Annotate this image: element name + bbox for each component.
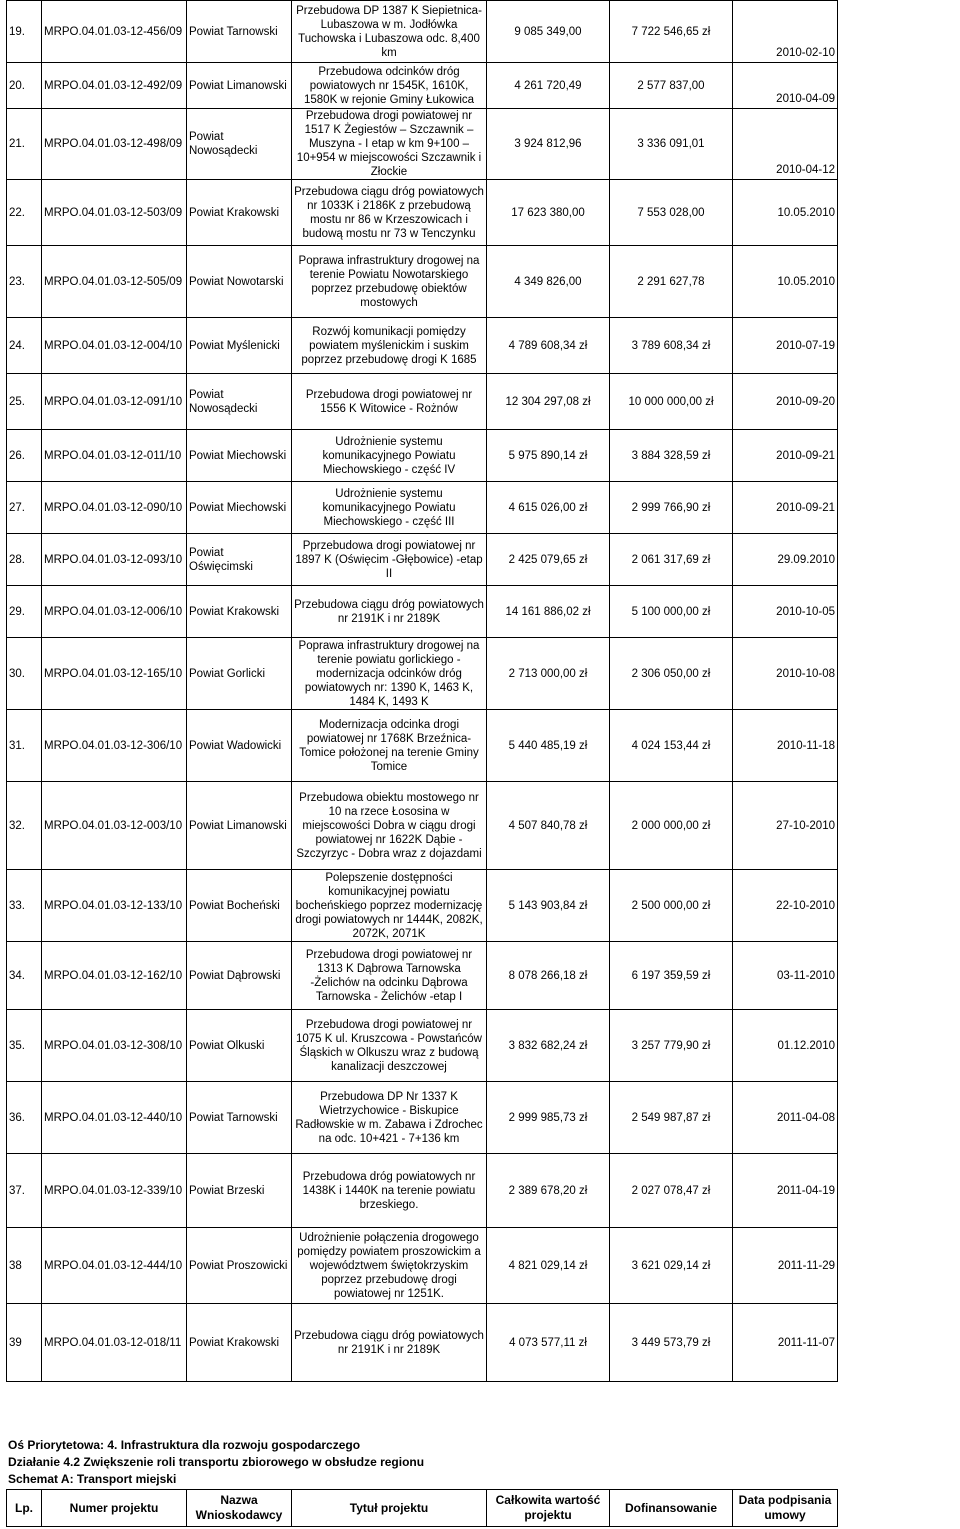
funding-amount: 2 999 766,90 zł: [610, 482, 733, 534]
project-title: Przebudowa drogi powiatowej nr 1313 K Dąbrowa Tarnowska -Żelichów na odcinku Dąbrowa Tarnowska - Żelichów -etap I: [292, 942, 487, 1010]
project-number: MRPO.04.01.03-12-440/10: [42, 1082, 187, 1154]
funding-amount: 5 100 000,00 zł: [610, 586, 733, 638]
row-number: 32.: [7, 782, 42, 870]
total-value: 5 143 903,84 zł: [487, 870, 610, 942]
total-value: 4 789 608,34 zł: [487, 318, 610, 374]
signing-date: 01.12.2010: [733, 1010, 838, 1082]
row-number: 35.: [7, 1010, 42, 1082]
table-row: [7, 63, 838, 109]
project-number: MRPO.04.01.03-12-004/10: [42, 318, 187, 374]
header-project-title: Tytuł projektu: [292, 1490, 487, 1527]
funding-amount: 3 621 029,14 zł: [610, 1228, 733, 1304]
total-value: 3 924 812,96: [487, 109, 610, 180]
table-row: [7, 482, 838, 534]
total-value: 2 389 678,20 zł: [487, 1154, 610, 1228]
applicant-name: Powiat Tarnowski: [187, 1, 292, 63]
project-number: MRPO.04.01.03-12-444/10: [42, 1228, 187, 1304]
project-title: Udrożnienie systemu komunikacyjnego Powiatu Miechowskiego - część IV: [292, 430, 487, 482]
funding-amount: 7 722 546,65 zł: [610, 1, 733, 63]
project-title: Przebudowa drogi powiatowej nr 1517 K Żegiestów – Szczawnik – Muszyna - I etap w km 9+100 – 10+954 w miejscowości Szczawnik i Złockie: [292, 109, 487, 180]
total-value: 5 440 485,19 zł: [487, 710, 610, 782]
row-number: 34.: [7, 942, 42, 1010]
applicant-name: Powiat Tarnowski: [187, 1082, 292, 1154]
row-number: 33.: [7, 870, 42, 942]
applicant-name: Powiat Brzeski: [187, 1154, 292, 1228]
total-value: 2 713 000,00 zł: [487, 638, 610, 710]
signing-date: 2010-09-20: [733, 374, 838, 430]
project-title: Przebudowa ciągu dróg powiatowych nr 2191K i nr 2189K: [292, 586, 487, 638]
signing-date: 2011-11-07: [733, 1304, 838, 1382]
signing-date: 2011-11-29: [733, 1228, 838, 1304]
total-value: 4 261 720,49: [487, 63, 610, 109]
project-title: Przebudowa ciągu dróg powiatowych nr 2191K i nr 2189K: [292, 1304, 487, 1382]
signing-date: 2011-04-19: [733, 1154, 838, 1228]
signing-date: 03-11-2010: [733, 942, 838, 1010]
project-title: Przebudowa odcinków dróg powiatowych nr 1545K, 1610K, 1580K w rejonie Gminy Łukowica: [292, 63, 487, 109]
project-title: Poprawa infrastruktury drogowej na terenie powiatu gorlickiego - modernizacja odcinków dróg powiatowych nr: 1390 K, 1463 K, 1484 K, 1493 K: [292, 638, 487, 710]
signing-date: 2010-09-21: [733, 430, 838, 482]
project-title: Rozwój komunikacji pomiędzy powiatem myślenickim i suskim poprzez przebudowę drogi K 1685: [292, 318, 487, 374]
signing-date: 2010-04-09: [733, 63, 838, 109]
signing-date: 10.05.2010: [733, 246, 838, 318]
priority-axis-heading: Oś Priorytetowa: 4. Infrastruktura dla rozwoju gospodarczego: [8, 1438, 361, 1452]
row-number: 31.: [7, 710, 42, 782]
projects-table: [6, 0, 838, 1382]
project-title: Udrożnienie systemu komunikacyjnego Powiatu Miechowskiego - część III: [292, 482, 487, 534]
project-title: Modernizacja odcinka drogi powiatowej nr 1768K Brzeźnica-Tomice położonej na terenie Gminy Tomice: [292, 710, 487, 782]
row-number: 27.: [7, 482, 42, 534]
applicant-name: Powiat Nowosądecki: [187, 109, 292, 180]
total-value: 4 349 826,00: [487, 246, 610, 318]
signing-date: 10.05.2010: [733, 180, 838, 246]
table-row: [7, 638, 838, 710]
project-number: MRPO.04.01.03-12-006/10: [42, 586, 187, 638]
project-number: MRPO.04.01.03-12-505/09: [42, 246, 187, 318]
header-applicant: Nazwa Wnioskodawcy: [187, 1490, 292, 1527]
applicant-name: Powiat Limanowski: [187, 782, 292, 870]
total-value: 12 304 297,08 zł: [487, 374, 610, 430]
applicant-name: Powiat Limanowski: [187, 63, 292, 109]
header-total-value: Całkowita wartość projektu: [487, 1490, 610, 1527]
applicant-name: Powiat Miechowski: [187, 482, 292, 534]
header-signing-date: Data podpisania umowy: [733, 1490, 838, 1527]
applicant-name: Powiat Myślenicki: [187, 318, 292, 374]
project-number: MRPO.04.01.03-12-133/10: [42, 870, 187, 942]
applicant-name: Powiat Olkuski: [187, 1010, 292, 1082]
project-number: MRPO.04.01.03-12-306/10: [42, 710, 187, 782]
row-number: 19.: [7, 1, 42, 63]
total-value: 5 975 890,14 zł: [487, 430, 610, 482]
signing-date: 2011-04-08: [733, 1082, 838, 1154]
funding-amount: 2 027 078,47 zł: [610, 1154, 733, 1228]
project-title: Przebudowa ciągu dróg powiatowych nr 1033K i 2186K z przebudową mostu nr 86 w Krzeszowicach i budową mostu nr 73 w Tenczynku: [292, 180, 487, 246]
table-row: [7, 109, 838, 180]
funding-amount: 10 000 000,00 zł: [610, 374, 733, 430]
funding-amount: 7 553 028,00: [610, 180, 733, 246]
table-row: [7, 246, 838, 318]
funding-amount: 2 549 987,87 zł: [610, 1082, 733, 1154]
funding-amount: 3 789 608,34 zł: [610, 318, 733, 374]
applicant-name: Powiat Gorlicki: [187, 638, 292, 710]
applicant-name: Powiat Nowosądecki: [187, 374, 292, 430]
project-title: Przebudowa DP 1387 K Siepietnica-Lubaszowa w m. Jodłówka Tuchowska i Lubaszowa odc. 8,400 km: [292, 1, 487, 63]
table-row: [7, 1010, 838, 1082]
table-row: [7, 1082, 838, 1154]
project-number: MRPO.04.01.03-12-011/10: [42, 430, 187, 482]
measure-heading: Działanie 4.2 Zwiększenie roli transportu zbiorowego w obsłudze regionu: [8, 1455, 425, 1469]
row-number: 20.: [7, 63, 42, 109]
project-title: Polepszenie dostępności komunikacyjnej powiatu bocheńskiego poprzez modernizację drogi powiatowych nr 1444K, 2082K, 2072K, 2071K: [292, 870, 487, 942]
applicant-name: Powiat Krakowski: [187, 1304, 292, 1382]
project-number: MRPO.04.01.03-12-492/09: [42, 63, 187, 109]
table-row: [7, 318, 838, 374]
row-number: 21.: [7, 109, 42, 180]
project-title: Przebudowa drogi powiatowej nr 1075 K ul. Kruszcowa - Powstańców Śląskich w Olkuszu wraz z budową kanalizacji deszczowej: [292, 1010, 487, 1082]
applicant-name: Powiat Dąbrowski: [187, 942, 292, 1010]
project-title: Poprawa infrastruktury drogowej na terenie Powiatu Nowotarskiego poprzez przebudowę obiektów mostowych: [292, 246, 487, 318]
total-value: 2 999 985,73 zł: [487, 1082, 610, 1154]
project-title: Pprzebudowa drogi powiatowej nr 1897 K (Oświęcim -Głębowice) -etap II: [292, 534, 487, 586]
row-number: 39: [7, 1304, 42, 1382]
applicant-name: Powiat Krakowski: [187, 180, 292, 246]
applicant-name: Powiat Wadowicki: [187, 710, 292, 782]
header-funding: Dofinansowanie: [610, 1490, 733, 1527]
funding-amount: 2 306 050,00 zł: [610, 638, 733, 710]
funding-amount: 2 291 627,78: [610, 246, 733, 318]
total-value: 3 832 682,24 zł: [487, 1010, 610, 1082]
funding-amount: 2 577 837,00: [610, 63, 733, 109]
signing-date: 27-10-2010: [733, 782, 838, 870]
project-title: Przebudowa obiektu mostowego nr 10 na rzece Łososina w miejscowości Dobra w ciągu drogi powiatowej nr 1622K Dąbie - Szczyrzyc - Dobra wraz z dojazdami: [292, 782, 487, 870]
row-number: 24.: [7, 318, 42, 374]
signing-date: 22-10-2010: [733, 870, 838, 942]
project-title: Przebudowa DP Nr 1337 K Wietrzychowice - Biskupice Radłowskie w m. Zabawa i Zdrochec na odc. 10+421 - 7+136 km: [292, 1082, 487, 1154]
table-row: [7, 534, 838, 586]
table-row: [7, 942, 838, 1010]
total-value: 8 078 266,18 zł: [487, 942, 610, 1010]
row-number: 23.: [7, 246, 42, 318]
row-number: 36.: [7, 1082, 42, 1154]
total-value: 9 085 349,00: [487, 1, 610, 63]
row-number: 25.: [7, 374, 42, 430]
table-row: [7, 1304, 838, 1382]
signing-date: 29.09.2010: [733, 534, 838, 586]
table-row: [7, 870, 838, 942]
project-number: MRPO.04.01.03-12-162/10: [42, 942, 187, 1010]
total-value: 14 161 886,02 zł: [487, 586, 610, 638]
project-number: MRPO.04.01.03-12-093/10: [42, 534, 187, 586]
signing-date: 2010-11-18: [733, 710, 838, 782]
column-header-table: [6, 1489, 838, 1527]
project-number: MRPO.04.01.03-12-456/09: [42, 1, 187, 63]
project-number: MRPO.04.01.03-12-308/10: [42, 1010, 187, 1082]
applicant-name: Powiat Proszowicki: [187, 1228, 292, 1304]
project-number: MRPO.04.01.03-12-165/10: [42, 638, 187, 710]
row-number: 29.: [7, 586, 42, 638]
table-row: [7, 710, 838, 782]
table-row: [7, 374, 838, 430]
table-row: [7, 1, 838, 63]
signing-date: 2010-07-19: [733, 318, 838, 374]
row-number: 22.: [7, 180, 42, 246]
project-number: MRPO.04.01.03-12-498/09: [42, 109, 187, 180]
project-title: Udrożnienie połączenia drogowego pomiędzy powiatem proszowickim a województwem świętokrzyskim poprzez przebudowę drogi powiatowej nr 1251K.: [292, 1228, 487, 1304]
total-value: 4 615 026,00 zł: [487, 482, 610, 534]
signing-date: 2010-04-12: [733, 109, 838, 180]
funding-amount: 4 024 153,44 zł: [610, 710, 733, 782]
table-row: [7, 1228, 838, 1304]
signing-date: 2010-02-10: [733, 1, 838, 63]
total-value: 17 623 380,00: [487, 180, 610, 246]
table-row: [7, 430, 838, 482]
table-row: [7, 782, 838, 870]
funding-amount: 3 449 573,79 zł: [610, 1304, 733, 1382]
project-number: MRPO.04.01.03-12-090/10: [42, 482, 187, 534]
project-number: MRPO.04.01.03-12-018/11: [42, 1304, 187, 1382]
funding-amount: 2 500 000,00 zł: [610, 870, 733, 942]
signing-date: 2010-10-08: [733, 638, 838, 710]
table-row: [7, 586, 838, 638]
funding-amount: 2 000 000,00 zł: [610, 782, 733, 870]
total-value: 4 821 029,14 zł: [487, 1228, 610, 1304]
table-row: [7, 1154, 838, 1228]
row-number: 30.: [7, 638, 42, 710]
header-lp: Lp.: [7, 1490, 42, 1527]
project-number: MRPO.04.01.03-12-003/10: [42, 782, 187, 870]
project-title: Przebudowa drogi powiatowej nr 1556 K Witowice - Rożnów: [292, 374, 487, 430]
row-number: 26.: [7, 430, 42, 482]
scheme-heading: Schemat A: Transport miejski: [8, 1472, 177, 1486]
table-row: [7, 180, 838, 246]
signing-date: 2010-09-21: [733, 482, 838, 534]
applicant-name: Powiat Oświęcimski: [187, 534, 292, 586]
funding-amount: 3 257 779,90 zł: [610, 1010, 733, 1082]
funding-amount: 6 197 359,59 zł: [610, 942, 733, 1010]
signing-date: 2010-10-05: [733, 586, 838, 638]
funding-amount: 3 336 091,01: [610, 109, 733, 180]
row-number: 38: [7, 1228, 42, 1304]
total-value: 2 425 079,65 zł: [487, 534, 610, 586]
header-project-number: Numer projektu: [42, 1490, 187, 1527]
project-number: MRPO.04.01.03-12-503/09: [42, 180, 187, 246]
applicant-name: Powiat Krakowski: [187, 586, 292, 638]
header-row: [7, 1490, 838, 1527]
funding-amount: 2 061 317,69 zł: [610, 534, 733, 586]
row-number: 37.: [7, 1154, 42, 1228]
project-title: Przebudowa dróg powiatowych nr 1438K i 1440K na terenie powiatu brzeskiego.: [292, 1154, 487, 1228]
applicant-name: Powiat Miechowski: [187, 430, 292, 482]
project-number: MRPO.04.01.03-12-339/10: [42, 1154, 187, 1228]
total-value: 4 507 840,78 zł: [487, 782, 610, 870]
applicant-name: Powiat Bocheński: [187, 870, 292, 942]
total-value: 4 073 577,11 zł: [487, 1304, 610, 1382]
funding-amount: 3 884 328,59 zł: [610, 430, 733, 482]
row-number: 28.: [7, 534, 42, 586]
applicant-name: Powiat Nowotarski: [187, 246, 292, 318]
project-number: MRPO.04.01.03-12-091/10: [42, 374, 187, 430]
